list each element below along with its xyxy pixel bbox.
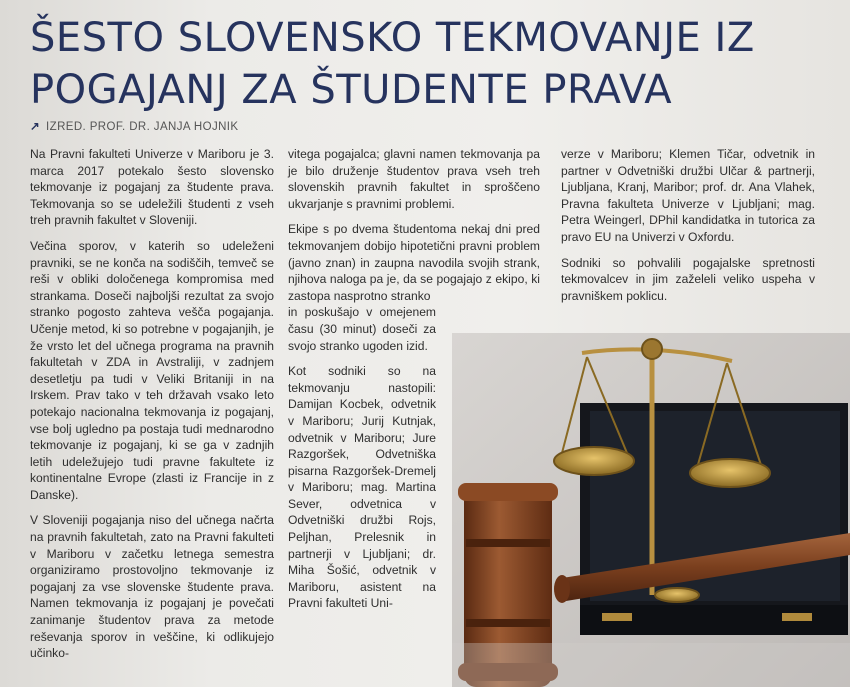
article-title: ŠESTO SLOVENSKO TEKMOVANJE IZ POGAJANJ ZA ŠTUDENTE PRAVA — [30, 15, 755, 113]
paragraph: Večina sporov, v katerih so udeleženi pravniki, se ne konča na sodiščih, temveč se reši v obliki določenega kompromisa med strankama. Doseči najboljši rezultat za svojo stranko pogosto zahteva vešča pogajanja. Učenje metod, ki so potrebne v pogajanjih, je že vrsto let del učnega programa na pravnih fakultetah v ZDA in Avstraliji, v zadnjem desetletju pa tudi v Veliki Britaniji in na Irskem. Prav tako v teh državah vsako leto potekajo nacionalna tekmovanja iz pogajanj, vse bolj ugledno pa postaja tudi mednarodno tekmovanje iz pogajanj, ki se ga v zadnjih letih udeležujejo tudi pravne fakultete iz kontinentalne Evrope (zlasti iz Francije in z Danske). — [30, 238, 274, 502]
gavel-scales-photo — [452, 333, 850, 687]
author-name: IZRED. PROF. DR. JANJA HOJNIK — [46, 121, 239, 133]
author-line — [30, 119, 238, 133]
paragraph: Sodniki so pohvalili pogajalske spretnosti tekmovalcev in jim zaželeli veliko uspeha v pravniškem poklicu. — [561, 255, 815, 303]
table-surface — [452, 643, 850, 687]
column-3 — [561, 146, 815, 313]
column-1 — [30, 146, 274, 671]
paragraph: V Sloveniji pogajanja niso del učnega načrta na pravnih fakultetah, zato na Pravni fakulteti v Mariboru v začetku letnega semestra organiziramo prostovoljno tekmovanje iz pogajanj za vse slovenske študente prava. Namen tekmovanja iz pogajanj je povečati zanimanje študentov prava za metode reševanja sporov in veščine, ki odlikujejo učinko- — [30, 513, 274, 661]
paragraph: Kot sodniki so na tekmovanju nastopili: Damijan Kocbek, odvetnik v Mariboru; Jurij Kutnjak, odvetnik v Mariboru; Jure Razgoršek, Odvetniška pisarna Razgoršek-Dremelj v Mariboru; mag. Martina Sever, odvetnica v Odvetniški družbi Rojs, Peljhan, Prelesnik in partnerji v Ljubljani; dr. Miha Šošić, odvetnik v Mariboru, asistent na Pravni fakulteti Uni- — [288, 364, 436, 611]
paragraph: verze v Mariboru; Klemen Tičar, odvetnik in partner v Odvetniški družbi Ulčar & partnerji, Ljubljana, Kranj, Maribor; prof. dr. Ana Vlahek, Pravna fakulteta Univerze v Ljubljani; mag. Petra Weingerl, DPhil kandidatka in tutorica za pravo EU na Univerzi v Oxfordu. — [561, 147, 815, 244]
paragraph: in poskušajo v omejenem času (30 minut) doseči za svojo stranko ugoden izid. — [288, 305, 436, 353]
paragraph: vitega pogajalca; glavni namen tekmovanja pa je bilo druženje študentov prava vseh treh slovenskih pravnih fakultet in sproščeno ukvarjanje s pravnimi problemi. — [288, 147, 540, 211]
paragraph: Ekipe s po dvema študentoma nekaj dni pred tekmovanjem dobijo hipotetični pravni problem (javno znan) in zaupna navodila svojih strank, njihova naloga pa je, da se pogajajo z ekipo, ki zastopa nasprotno stranko — [288, 222, 540, 303]
arrow-icon: ↗ — [30, 121, 41, 133]
paragraph: Na Pravni fakulteti Univerze v Mariboru je 3. marca 2017 potekalo šesto slovensko tekmovanje iz pogajanj za študente prava. Tekmovanja so se udeležili študenti z vseh treh pravnih fakultet v Sloveniji. — [30, 147, 274, 228]
